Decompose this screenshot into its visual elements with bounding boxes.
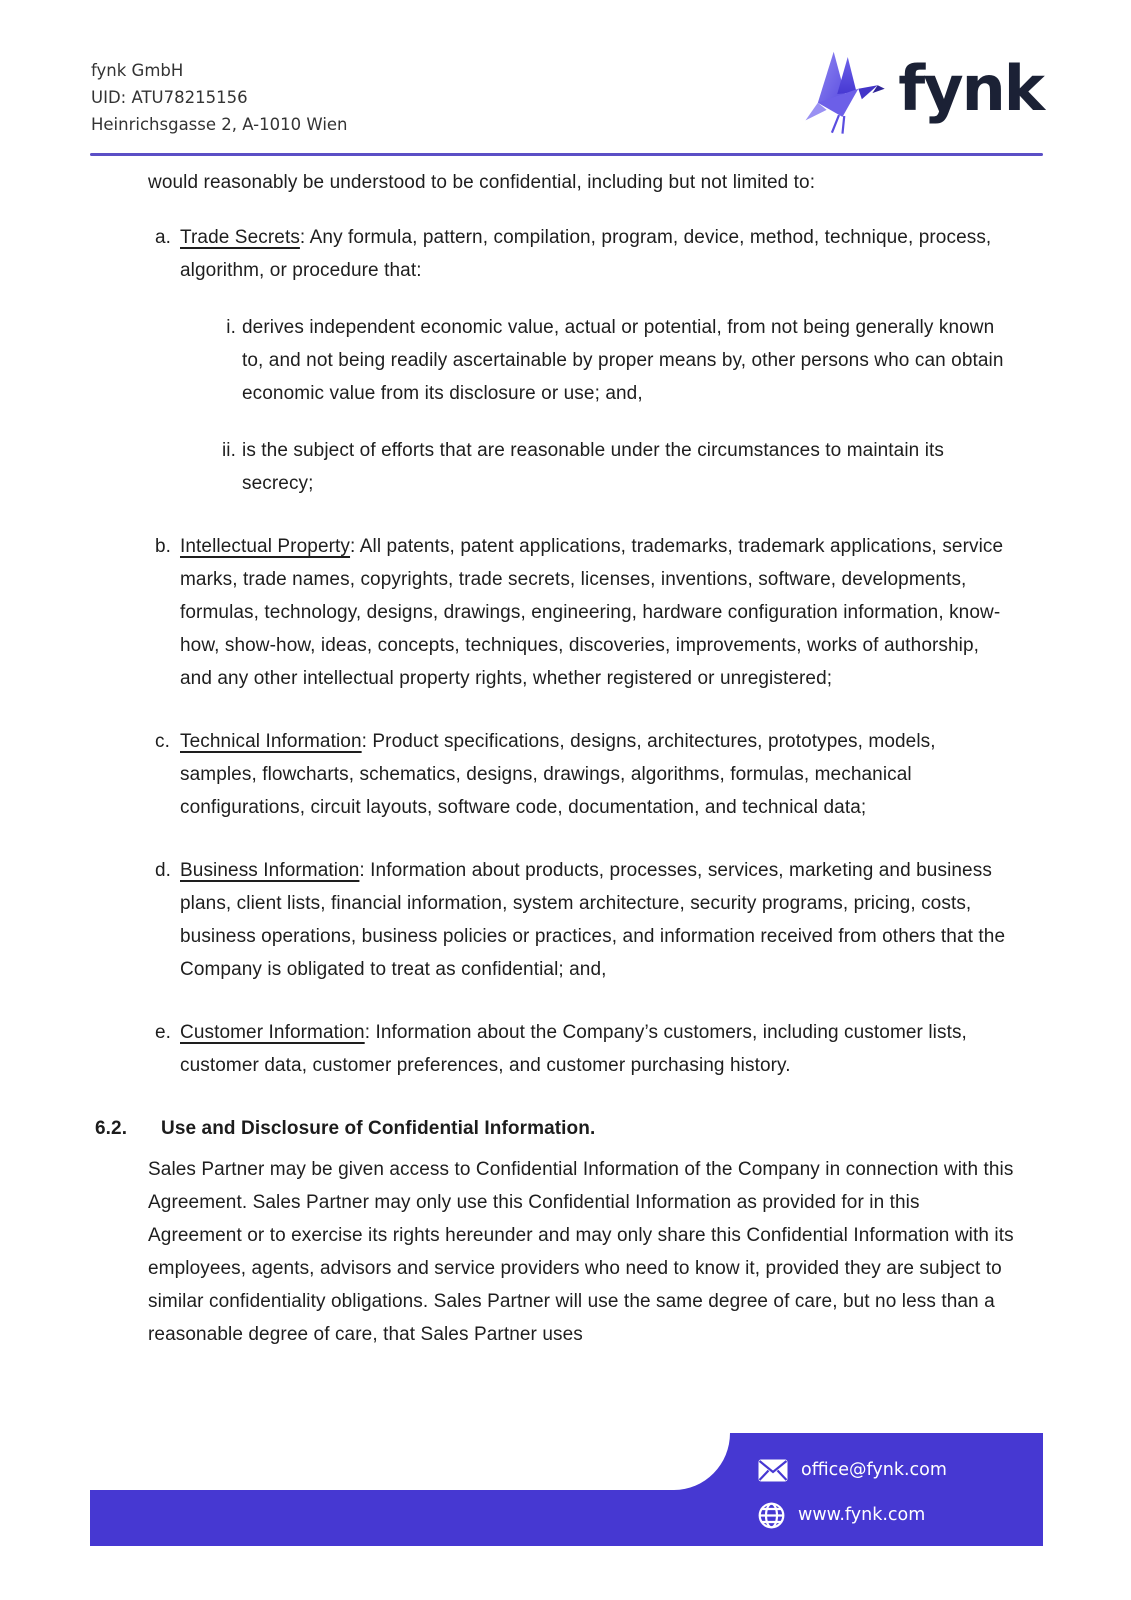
list-marker: b. [155, 536, 172, 557]
trade-secrets-sublist [180, 311, 1016, 500]
list-item-business-information [148, 854, 1016, 986]
list-item-technical-information [148, 725, 1016, 824]
header-divider [90, 153, 1043, 156]
section-number: 6.2. [95, 1118, 128, 1139]
sublist-marker: ii. [221, 440, 236, 461]
sublist-text: derives independent economic value, actual or potential, from not being generally known to, and not being readily ascertainable by proper means by, other persons who can obtain economic value from its disclosure or use; and, [242, 317, 1004, 404]
company-uid: UID: ATU78215156 [91, 88, 248, 107]
footer-website-row [758, 1500, 1043, 1530]
list-marker: c. [155, 731, 170, 752]
sublist-item [212, 434, 1016, 500]
mail-icon [758, 1459, 788, 1482]
defined-term: Technical Information [180, 731, 362, 752]
company-name: fynk GmbH [91, 61, 184, 80]
footer-curve [674, 1433, 730, 1490]
term-definition: : Product specifications, designs, architectures, prototypes, models, samples, flowcharts, schematics, designs, drawings, algorithms, formulas, mechanical configurations, circuit layouts, software code, documentation, and technical data; [180, 731, 936, 818]
section-heading [95, 1112, 1016, 1145]
list-item-intellectual-property [148, 530, 1016, 695]
company-info [91, 57, 348, 138]
defined-term: Business Information [180, 860, 360, 881]
intro-paragraph: would reasonably be understood to be confidential, including but not limited to: [148, 172, 816, 193]
term-definition: : Information about the Company’s customers, including customer lists, customer data, customer preferences, and customer purchasing history. [180, 1022, 967, 1076]
globe-icon [758, 1502, 785, 1529]
footer-website: www.fynk.com [798, 1505, 926, 1525]
origami-bird-icon [802, 48, 890, 140]
defined-term: Intellectual Property [180, 536, 351, 557]
fynk-logo [802, 48, 1043, 140]
list-marker: a. [155, 227, 172, 248]
logo-wordmark: fynk [898, 52, 1043, 125]
sublist-item [212, 311, 1016, 410]
term-definition: : Any formula, pattern, compilation, program, device, method, technique, process, algorithm, or procedure that: [180, 227, 992, 281]
defined-term: Customer Information [180, 1022, 365, 1043]
footer-email-row [758, 1455, 1043, 1485]
list-item-trade-secrets [148, 221, 1016, 500]
term-definition: : Information about products, processes, services, marketing and business plans, client lists, financial information, system architecture, security programs, pricing, costs, business operations, business policies or practices, and information received from others that the Company is obligated to treat as confidential; and, [180, 860, 1006, 980]
footer-email: office@fynk.com [801, 1460, 947, 1480]
definition-list [148, 221, 1016, 1082]
footer-contact-block [730, 1433, 1043, 1546]
term-definition: : All patents, patent applications, trademarks, trademark applications, service marks, trade names, copyrights, trade secrets, licenses, inventions, software, developments, formulas, technology, designs, drawings, engineering, hardware configuration information, know-how, show-how, ideas, concepts, techniques, discoveries, improvements, works of authorship, and any other intellectual property rights, whether registered or unregistered; [180, 536, 1004, 689]
contract-body [95, 166, 1016, 1351]
list-marker: d. [155, 860, 172, 881]
section-title: Use and Disclosure of Confidential Information. [161, 1118, 596, 1139]
list-marker: e. [155, 1022, 172, 1043]
section-paragraph: Sales Partner may be given access to Confidential Information of the Company in connection with this Agreement. Sales Partner may only use this Confidential Information as provided for in this Agreement or to exercise its rights hereunder and may only share this Confidential Information with its employees, agents, advisors and service providers who need to know it, provided they are subject to similar confidentiality obligations. Sales Partner will use the same degree of care, but no less than a reasonable degree of care, that Sales Partner uses [148, 1159, 1014, 1345]
defined-term: Trade Secrets [180, 227, 300, 248]
list-item-customer-information [148, 1016, 1016, 1082]
sublist-text: is the subject of efforts that are reasonable under the circumstances to maintain its secrecy; [242, 440, 945, 494]
sublist-marker: i. [226, 317, 236, 338]
company-address: Heinrichsgasse 2, A-1010 Wien [91, 115, 348, 134]
